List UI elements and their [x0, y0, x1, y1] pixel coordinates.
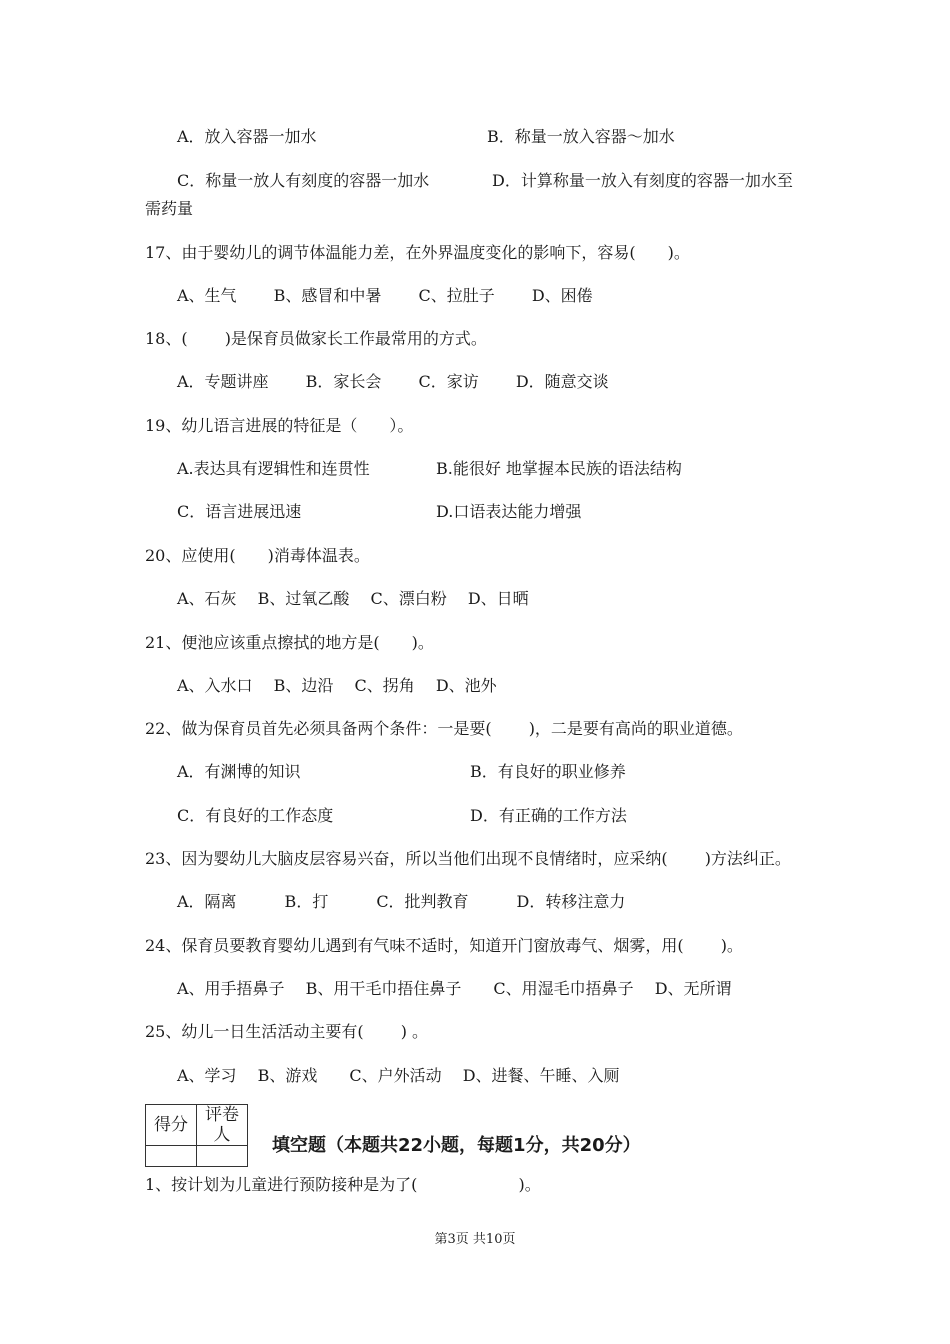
q19-option-b: B.能很好 地掌握本民族的语法结构 — [436, 459, 682, 478]
question-23: 23、因为婴幼儿大脑皮层容易兴奋，所以当他们出现不良情绪时，应采纳( )方法纠正。 — [145, 849, 791, 868]
grader-label: 评卷人 — [197, 1105, 248, 1146]
q19-option-d: D.口语表达能力增强 — [436, 502, 582, 521]
question-19: 19、幼儿语言进展的特征是（ ）。 — [145, 416, 414, 435]
question-17: 17、由于婴幼儿的调节体温能力差，在外界温度变化的影响下，容易( )。 — [145, 243, 690, 262]
question-18: 18、( )是保育员做家长工作最常用的方式。 — [145, 329, 487, 348]
q22-option-b: B．有良好的职业修养 — [470, 762, 626, 781]
q24-options: A、用手捂鼻子 B、用干毛巾捂住鼻子 C、用湿毛巾捂鼻子 D、无所谓 — [177, 979, 732, 998]
page-footer: 第3页 共10页 — [434, 1232, 516, 1247]
q22-option-a: A．有渊博的知识 — [177, 762, 301, 781]
section-title: 填空题（本题共22小题，每题1分，共20分） — [272, 1135, 641, 1156]
q19-option-a: A.表达具有逻辑性和连贯性 — [177, 459, 370, 478]
question-22: 22、做为保育员首先必须具备两个条件：一是要( )，二是要有高尚的职业道德。 — [145, 719, 743, 738]
q25-options: A、学习 B、游戏 C、户外活动 D、进餐、午睡、入厕 — [177, 1066, 620, 1085]
question-24: 24、保育员要教育婴幼儿遇到有气味不适时，知道开门窗放毒气、烟雾，用( )。 — [145, 936, 743, 955]
fill-question-1: 1、按计划为儿童进行预防接种是为了( )。 — [145, 1175, 541, 1194]
question-25: 25、幼儿一日生活活动主要有( ) 。 — [145, 1022, 429, 1041]
score-label: 得分 — [146, 1105, 197, 1146]
q20-options: A、石灰 B、过氧乙酸 C、漂白粉 D、日晒 — [177, 589, 529, 608]
q16-option-c: C．称量一放人有刻度的容器一加水 — [177, 171, 430, 190]
q16-option-b: B．称量一放入容器～加水 — [487, 127, 675, 146]
q16-option-d: D．计算称量一放入有刻度的容器一加水至 — [492, 171, 793, 190]
grader-cell — [197, 1146, 248, 1167]
q23-options: A．隔离 B．打 C．批判教育 D．转移注意力 — [177, 892, 626, 911]
q17-options: A、生气 B、感冒和中暑 C、拉肚子 D、困倦 — [177, 286, 593, 305]
question-21: 21、便池应该重点擦拭的地方是( )。 — [145, 633, 434, 652]
q19-option-c: C．语言进展迅速 — [177, 502, 302, 521]
q22-option-c: C．有良好的工作态度 — [177, 806, 334, 825]
score-box — [145, 1104, 248, 1167]
score-cell — [146, 1146, 197, 1167]
q21-options: A、入水口 B、边沿 C、拐角 D、池外 — [177, 676, 497, 695]
q16-option-a: A．放入容器一加水 — [177, 127, 317, 146]
q22-option-d: D．有正确的工作方法 — [470, 806, 627, 825]
q18-options: A．专题讲座 B．家长会 C．家访 D．随意交谈 — [177, 372, 609, 391]
question-20: 20、应使用( )消毒体温表。 — [145, 546, 370, 565]
q16-option-d-continued: 需药量 — [145, 199, 194, 218]
